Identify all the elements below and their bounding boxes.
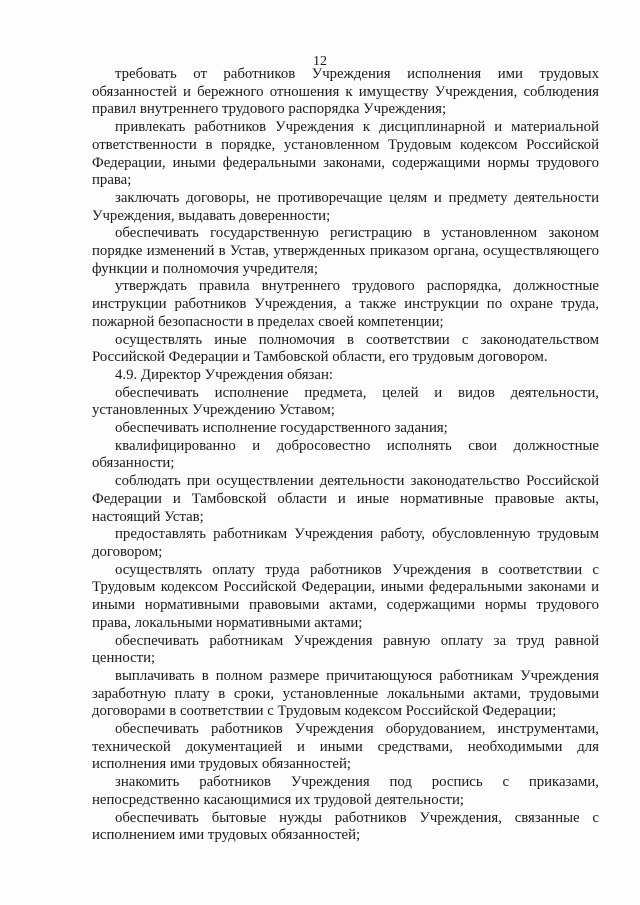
- paragraph: заключать договоры, не противоречащие целям и предмету деятельности Учреждения, выдавать доверенности;: [92, 189, 599, 224]
- paragraph: обеспечивать бытовые нужды работников Учреждения, связанные с исполнением ими трудовых обязанностей;: [92, 809, 599, 844]
- section-heading: 4.9. Директор Учреждения обязан:: [115, 366, 333, 383]
- paragraph: обеспечивать исполнение государственного задания;: [115, 420, 448, 437]
- document-body: [92, 66, 599, 845]
- paragraph: обеспечивать государственную регистрацию в установленном законом порядке изменений в Устав, утвержденных приказом органа, осуществляющего функции и полномочия учредителя;: [92, 225, 599, 277]
- paragraph: привлекать работников Учреждения к дисциплинарной и материальной ответственности в порядке, установленном Трудовым кодексом Российской Федерации, иными федеральными законами, содержащими нормы трудового права;: [92, 119, 599, 189]
- paragraph: осуществлять иные полномочия в соответствии с законодательством Российской Федерации и Тамбовской области, его трудовым договором.: [92, 331, 599, 366]
- paragraph: предоставлять работникам Учреждения работу, обусловленную трудовым договором;: [92, 526, 599, 560]
- paragraph: осуществлять оплату труда работников Учреждения в соответствии с Трудовым кодексом Российской Федерации, иными федеральными законами и иными нормативными правовыми актами, содержащими нормы трудового права, локальными нормативными актами;: [92, 561, 599, 631]
- paragraph: квалифицированно и добросовестно исполнять свои должностные обязанности;: [92, 437, 599, 472]
- paragraph: обеспечивать работников Учреждения оборудованием, инструментами, технической документацией и иными средствами, необходимыми для исполнения ими трудовых обязанностей;: [92, 721, 599, 773]
- paragraph: выплачивать в полном размере причитающуюся работникам Учреждения заработную плату в сроки, установленные локальными актами, трудовыми договорами в соответствии с Трудовым кодексом Российской Федерации;: [92, 667, 599, 720]
- page-number: 12: [313, 54, 327, 69]
- paragraph: обеспечивать исполнение предмета, целей и видов деятельности, установленных Учреждению Уставом;: [92, 384, 599, 419]
- paragraph: утверждать правила внутреннего трудового распорядка, должностные инструкции работников Учреждения, а также инструкции по охране труда, пожарной безопасности в пределах своей компетенции;: [92, 278, 599, 330]
- paragraph: требовать от работников Учреждения исполнения ими трудовых обязанностей и бережного отношения к имуществу Учреждения, соблюдения правил внутреннего трудового распорядка Учреждения;: [92, 66, 599, 118]
- paragraph: соблюдать при осуществлении деятельности законодательство Российской Федерации и Тамбовской области и иные нормативные правовые акты, настоящий Устав;: [92, 473, 599, 525]
- paragraph: обеспечивать работникам Учреждения равную оплату за труд равной ценности;: [92, 632, 599, 667]
- paragraph: знакомить работников Учреждения под роспись с приказами, непосредственно касающимися их трудовой деятельности;: [92, 774, 599, 808]
